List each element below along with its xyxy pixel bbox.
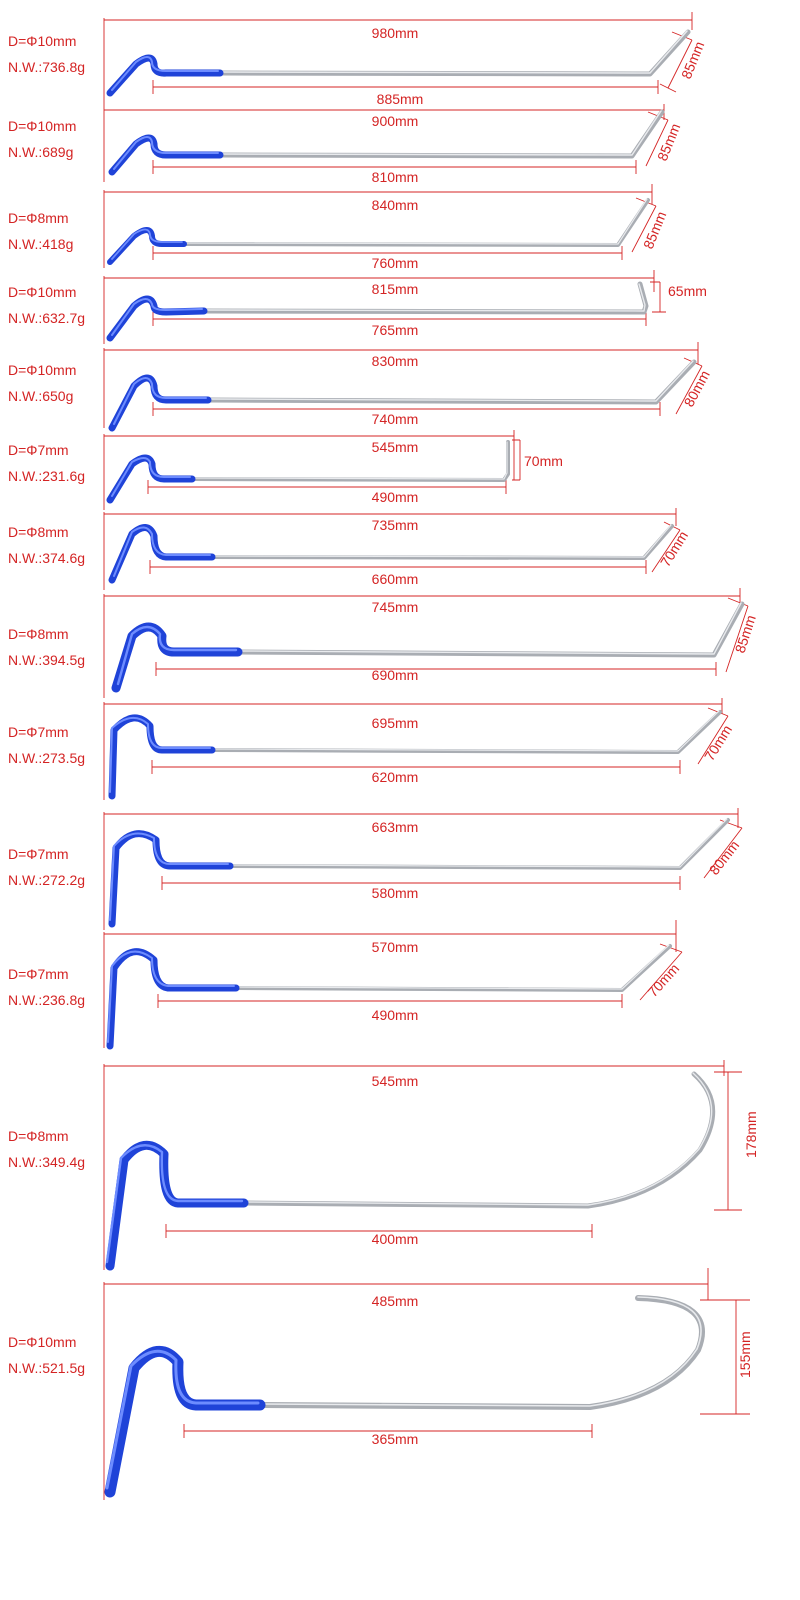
rod-3-total-length: 840mm [371,197,419,213]
rod-8-end-size: 85mm [731,612,759,655]
rod-5-shaft-length: 740mm [371,411,419,427]
rod-12-total-length: 545mm [371,1073,419,1089]
rod-7-end-size: 70mm [656,528,692,570]
rod-6-diameter: D=Φ7mm [8,442,69,458]
rod-8-tool [116,603,742,688]
rod-12-end-size: 178mm [743,1111,759,1158]
rod-3 [8,184,669,271]
rod-2-weight: N.W.:689g [8,144,74,160]
rod-1-total-length: 980mm [371,25,419,41]
rod-9-total-length: 695mm [371,715,419,731]
rod-5-end-size: 80mm [680,367,713,410]
rod-3-weight: N.W.:418g [8,236,74,252]
rod-6-tool [110,442,508,500]
rod-2-diameter: D=Φ10mm [8,118,77,134]
rod-5 [8,342,713,428]
rod-13-total-length: 485mm [371,1293,419,1309]
rod-1-shaft-length: 885mm [376,91,424,107]
rod-4-end-size: 65mm [668,283,707,299]
rod-11-diameter: D=Φ7mm [8,966,69,982]
rod-4-total-length: 815mm [371,281,419,297]
rod-8 [8,588,759,698]
rod-9-diameter: D=Φ7mm [8,724,69,740]
rod-11-weight: N.W.:236.8g [8,992,86,1008]
rod-3-shaft-length: 760mm [371,255,419,271]
rod-9-weight: N.W.:273.5g [8,750,86,766]
rod-12 [8,1060,759,1270]
rod-4 [8,270,707,344]
rod-7-total-length: 735mm [371,517,419,533]
rod-6-shaft-length: 490mm [371,489,419,505]
rod-13-tool [107,1297,702,1492]
rod-2-total-length: 900mm [371,113,419,129]
rod-13-shaft-length: 365mm [371,1431,419,1447]
rod-11-shaft-length: 490mm [371,1007,419,1023]
rod-6-end-size: 70mm [524,453,563,469]
rod-11 [8,920,682,1048]
rod-4-diameter: D=Φ10mm [8,284,77,300]
rod-12-diameter: D=Φ8mm [8,1128,69,1144]
rod-10-shaft-length: 580mm [371,885,419,901]
rod-1 [8,12,707,108]
rod-1-diameter: D=Φ10mm [8,33,77,49]
rod-13-end-size: 155mm [737,1331,753,1378]
rod-10-weight: N.W.:272.2g [8,872,86,888]
rod-2-end-size: 85mm [653,121,684,164]
rod-8-total-length: 745mm [371,599,419,615]
rod-13-diameter: D=Φ10mm [8,1334,77,1350]
rod-5-weight: N.W.:650g [8,388,74,404]
rod-4-weight: N.W.:632.7g [8,310,86,326]
rod-3-diameter: D=Φ8mm [8,210,69,226]
rod-6-total-length: 545mm [371,439,419,455]
rod-2 [8,104,683,185]
rod-5-diameter: D=Φ10mm [8,362,77,378]
rod-11-tool [108,945,670,1046]
rod-13-weight: N.W.:521.5g [8,1360,86,1376]
rod-12-weight: N.W.:349.4g [8,1154,86,1170]
rod-5-total-length: 830mm [371,353,419,369]
rod-10-diameter: D=Φ7mm [8,846,69,862]
rod-10-end-size: 80mm [705,837,743,878]
rod-7-shaft-length: 660mm [371,571,419,587]
rod-8-shaft-length: 690mm [371,667,419,683]
rod-10-tool [110,819,728,924]
rod-9-shaft-length: 620mm [371,769,419,785]
rod-1-weight: N.W.:736.8g [8,59,86,75]
rod-10 [8,808,742,930]
rod-6 [8,430,563,510]
rod-3-end-size: 85mm [639,209,670,252]
rod-1-end-size: 85mm [677,39,708,82]
rod-11-total-length: 570mm [371,939,419,955]
rod-8-weight: N.W.:394.5g [8,652,86,668]
rod-2-shaft-length: 810mm [371,169,419,185]
rod-6-weight: N.W.:231.6g [8,468,86,484]
rod-7 [8,508,691,590]
rod-13 [8,1268,753,1500]
rod-8-diameter: D=Φ8mm [8,626,69,642]
rod-4-shaft-length: 765mm [371,322,419,338]
rod-10-total-length: 663mm [371,819,419,835]
rod-7-diameter: D=Φ8mm [8,524,69,540]
rod-9-end-size: 70mm [700,722,736,764]
rod-12-shaft-length: 400mm [371,1231,419,1247]
rod-7-weight: N.W.:374.6g [8,550,86,566]
rod-11-end-size: 70mm [644,960,683,1001]
rod-9 [8,698,735,800]
